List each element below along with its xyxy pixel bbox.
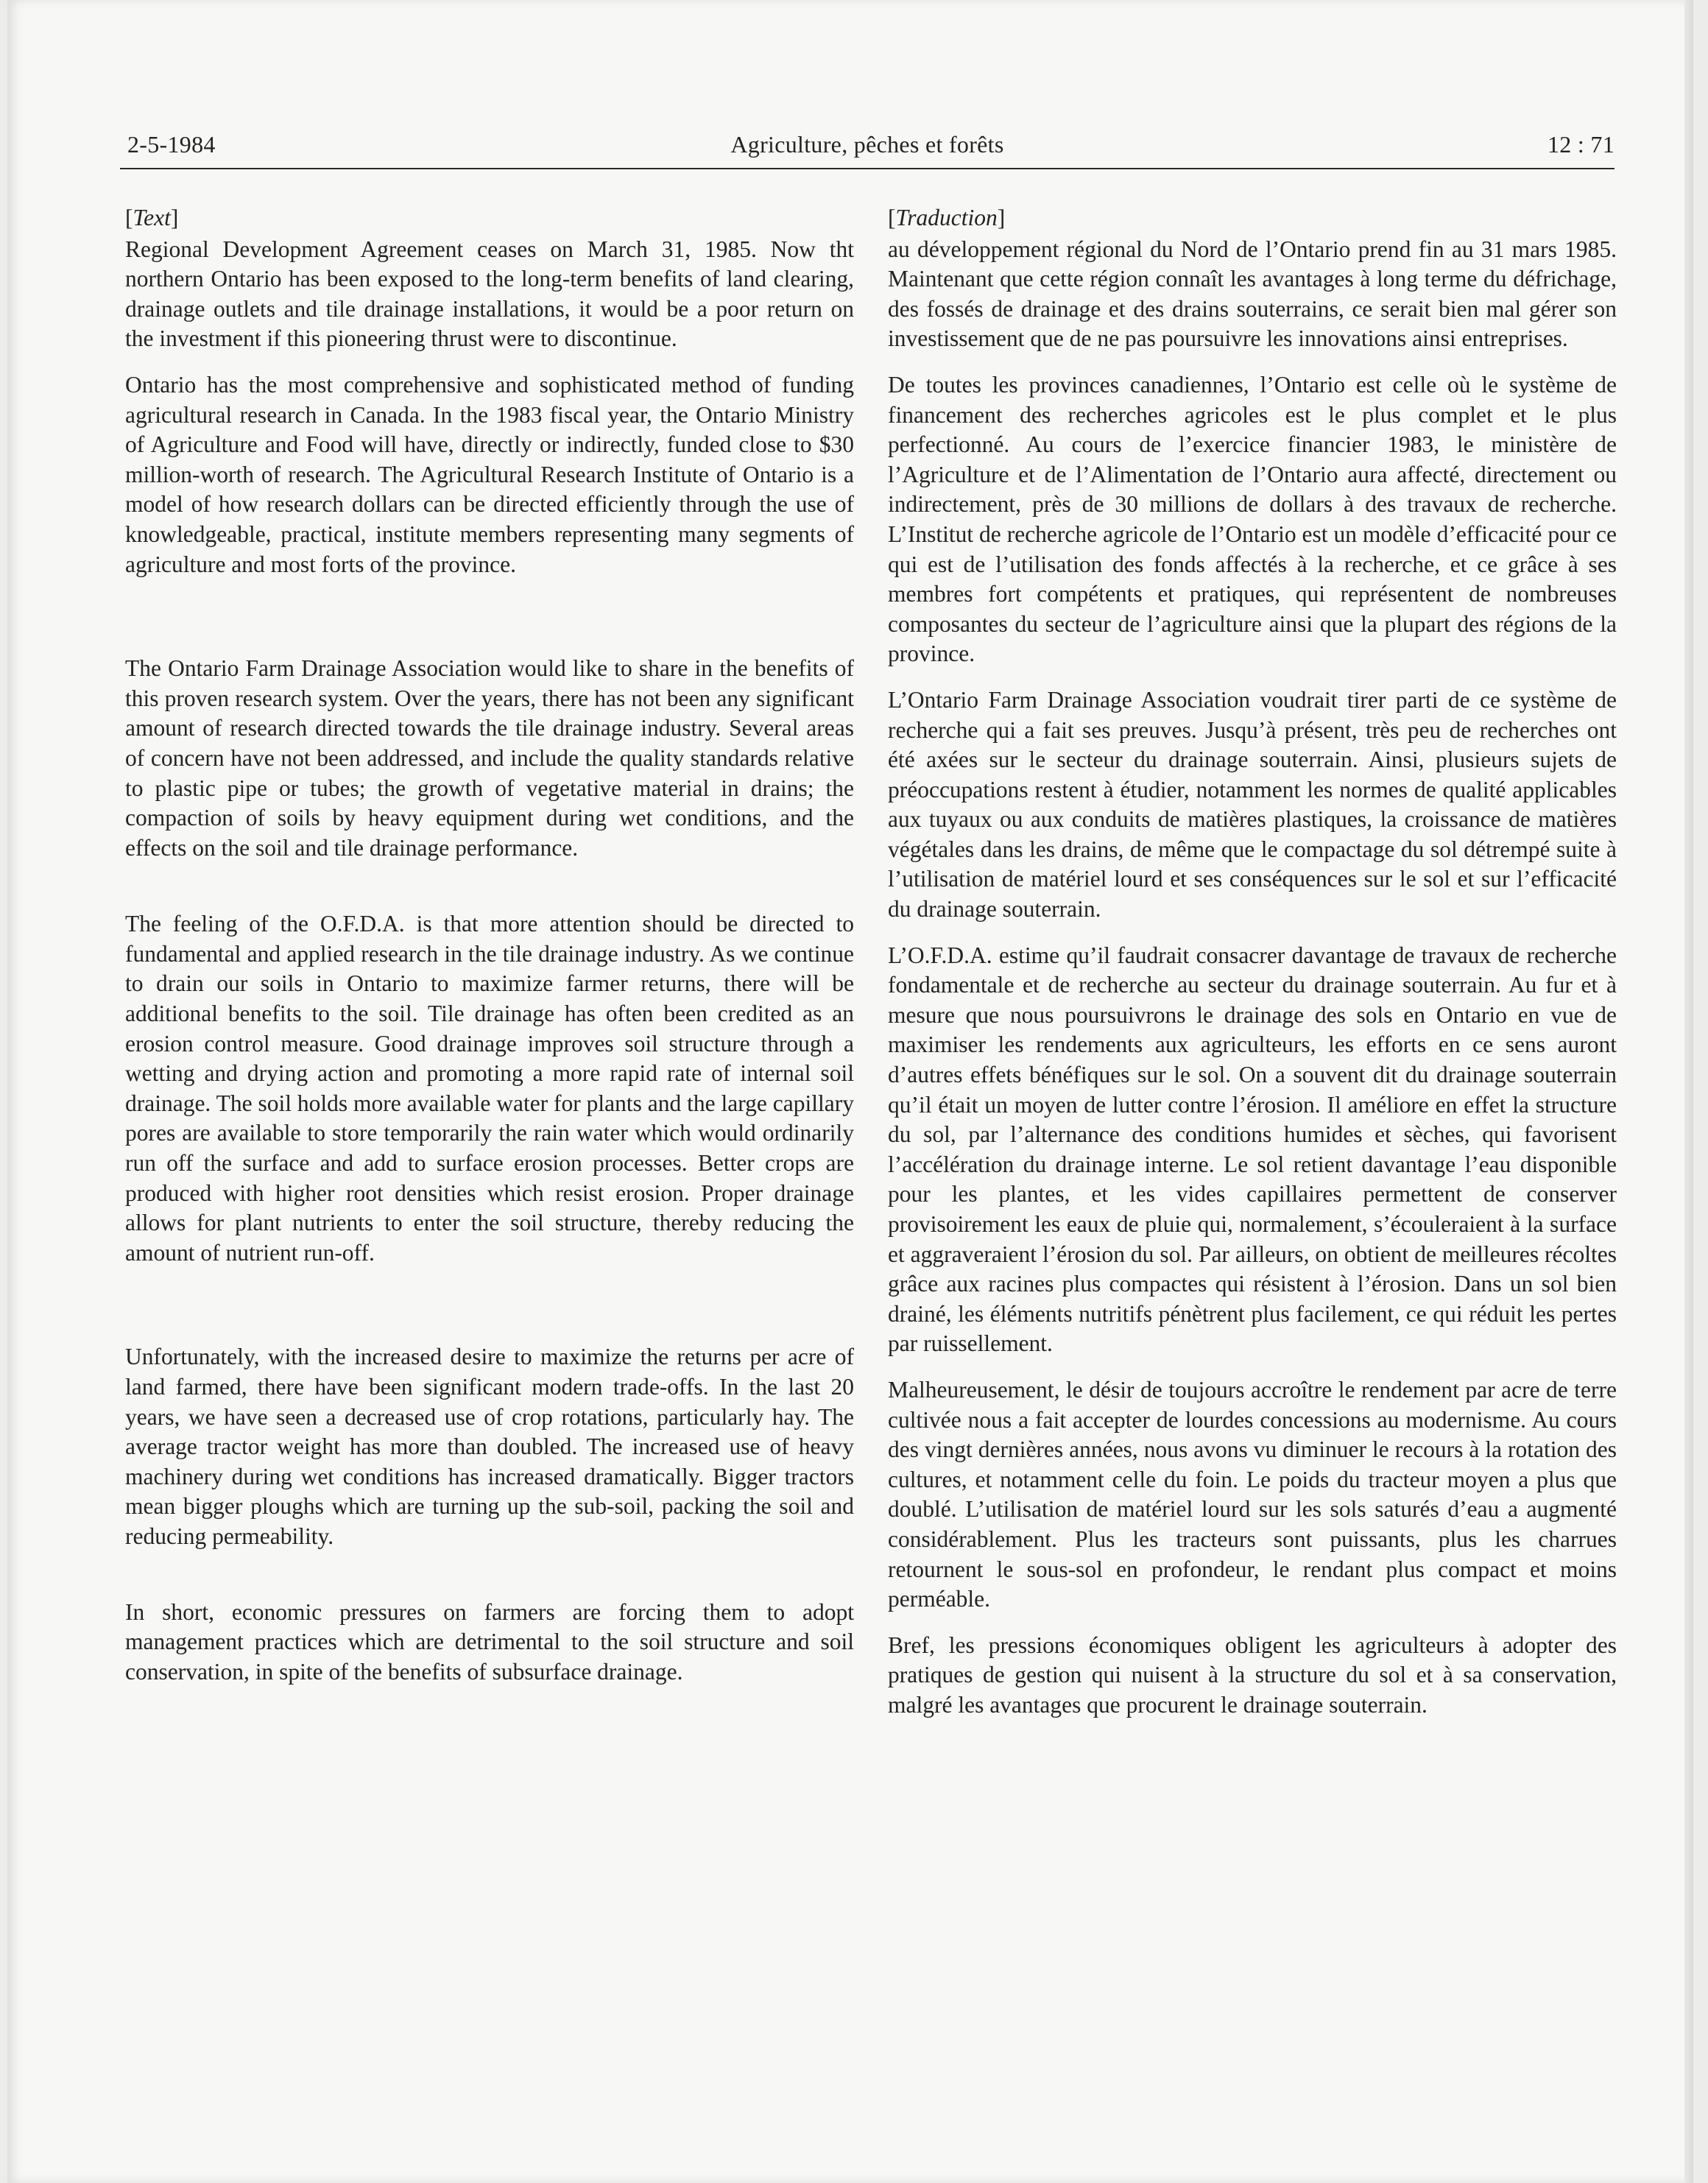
paragraph: Bref, les pressions économiques obligent les agriculteurs à adopter des pratiques de gestion qui nuisent à la structure du sol et à sa conservation, malgré les avantages que procurent le drainage souterrain. — [888, 1632, 1617, 1718]
french-column — [888, 203, 1617, 1721]
paragraph: Regional Development Agreement ceases on March 31, 1985. Now tht northern Ontario has been exposed to the long-term benefits of land clearing, drainage outlets and tile drainage installations, it would be a poor return on the investment if this pioneering thrust were to discontinue. — [125, 236, 854, 352]
english-column — [125, 203, 854, 1687]
header-title: Agriculture, pêches et forêts — [730, 131, 1004, 158]
column-label: Text — [133, 205, 171, 230]
column-label-text: [Text] — [125, 205, 179, 230]
paragraph: In short, economic pressures on farmers are forcing them to adopt management practices which are detrimental to the soil structure and soil conservation, in spite of the benefits of subsurface drainage. — [125, 1598, 854, 1685]
paragraph: De toutes les provinces canadiennes, l’Ontario est celle où le système de financement des recherches agricoles est le plus complet et le plus perfectionné. Au cours de l’exercice financier 1983, le ministère de l’Agriculture et de l’Alimentation de l’Ontario aura affecté, directement ou indirectement, près de 30 millions de dollars à des travaux de recherche. L’Institut de recherche agricole de l’Ontario est un modèle d’efficacité pour ce qui est de l’utilisation des fonds affectés à la recherche, et ce grâce à ses membres fort compétents et pratiques, qui représentent de nombreuses composantes du secteur de l’agriculture ainsi que la plupart des régions de la province. — [888, 371, 1617, 667]
paragraph: Ontario has the most comprehensive and sophisticated method of funding agricultural research in Canada. In the 1983 fiscal year, the Ontario Ministry of Agriculture and Food will have, directly or indirectly, funded close to $30 million-worth of research. The Agricultural Research Institute of Ontario is a model of how research dollars can be directed efficiently through the use of knowledgeable, practical, institute members representing many segments of agriculture and most forts of the province. — [125, 371, 854, 577]
column-label-traduction: [Traduction] — [888, 205, 1006, 230]
running-head — [120, 127, 1615, 171]
paragraph: Unfortunately, with the increased desire to maximize the returns per acre of land farmed, there have been significant modern trade-offs. In the last 20 years, we have seen a decreased use of crop rotations, particularly hay. The average tractor weight has more than doubled. The increased use of heavy machinery during wet conditions has increased dramatically. Bigger tractors mean bigger ploughs which are turning up the sub-soil, packing the soil and reducing permeability. — [125, 1344, 854, 1549]
paragraph: au développement régional du Nord de l’Ontario prend fin au 31 mars 1985. Maintenant que cette région connaît les avantages à long terme du défrichage, des fossés de drainage et des drains souterrains, ce serait bien mal gérer son investissement que de ne pas poursuivre les innovations ainsi entreprises. — [888, 236, 1617, 352]
header-date: 2-5-1984 — [127, 131, 216, 158]
paragraph: The feeling of the O.F.D.A. is that more attention should be directed to fundamental and applied research in the tile drainage industry. As we continue to drain our soils in Ontario to maximize farmer returns, there will be additional benefits to the soil. Tile drainage has often been credited as an erosion control measure. Good drainage improves soil structure through a wetting and drying action and promoting a more rapid rate of internal soil drainage. The soil holds more available water for plants and the large capillary pores are available to store temporarily the rain water which would ordinarily run off the surface and add to surface erosion processes. Better crops are produced with higher root densities which resist erosion. Proper drainage allows for plant nutrients to enter the soil structure, thereby reducing the amount of nutrient run-off. — [125, 911, 854, 1266]
document-page — [7, 0, 1693, 2183]
paragraph: L’Ontario Farm Drainage Association voudrait tirer parti de ce système de recherche qui a fait ses preuves. Jusqu’à présent, très peu de recherches ont été axées sur le secteur du drainage souterrain. Ainsi, plusieurs sujets de préoccupations restent à étudier, notamment les normes de qualité applicables aux tuyaux ou aux conduits de matières plastiques, la croissance de matières végétales dans les drains, de même que le compactage du sol détrempé suite à l’utilisation de matériel lourd et ses conséquences sur le sol et sur l’efficacité du drainage souterrain. — [888, 686, 1617, 923]
paragraph: L’O.F.D.A. estime qu’il faudrait consacrer davantage de travaux de recherche fondamentale et de recherche au secteur du drainage souterrain. Au fur et à mesure que nous poursuivrons le drainage des sols en Ontario en vue de maximiser les rendements aux agriculteurs, les efforts en ce sens auront d’autres effets bénéfiques sur le sol. On a souvent dit du drainage souterrain qu’il était un moyen de lutter contre l’érosion. Il améliore en effet la structure du sol, par l’alternance des conditions humides et sèches, qui favorisent l’accélération du drainage interne. Le sol retient davantage l’eau disponible pour les plantes, et les vides capillaires permettent de conserver provisoirement les eaux de pluie qui, normalement, s’écouleraient à la surface et aggraveraient l’érosion du sol. Par ailleurs, on obtient de meilleures récoltes grâce aux racines plus compactes qui résistent à l’érosion. Dans un sol bien drainé, les éléments nutritifs pénètrent plus facilement, ce qui réduit les pertes par ruissellement. — [888, 942, 1617, 1357]
paragraph: The Ontario Farm Drainage Association would like to share in the benefits of this proven research system. Over the years, there has not been any significant amount of research directed towards the tile drainage industry. Several areas of concern have not been addressed, and include the quality standards relative to plastic pipe or tubes; the growth of vegetative material in drains; the compaction of soils by heavy equipment during wet conditions, and the effects on the soil and tile drainage performance. — [125, 655, 854, 861]
page-edge — [1684, 0, 1693, 2183]
paragraph: Malheureusement, le désir de toujours accroître le rendement par acre de terre cultivée nous a fait accepter de lourdes concessions au modernisme. Au cours des vingt dernières années, nous avons vu diminuer le recours à la rotation des cultures, et notamment celle du foin. Le poids du tracteur moyen a plus que doublé. L’utilisation de matériel lourd sur les sols saturés d’eau a augmenté considérablement. Plus les tracteurs sont puissants, plus les charrues retournent le sous-sol en profondeur, le rendant plus compact et moins perméable. — [888, 1376, 1617, 1612]
header-rule — [120, 168, 1615, 169]
column-label: Traduction — [895, 205, 998, 230]
header-page-number: 12 : 71 — [1548, 131, 1615, 158]
